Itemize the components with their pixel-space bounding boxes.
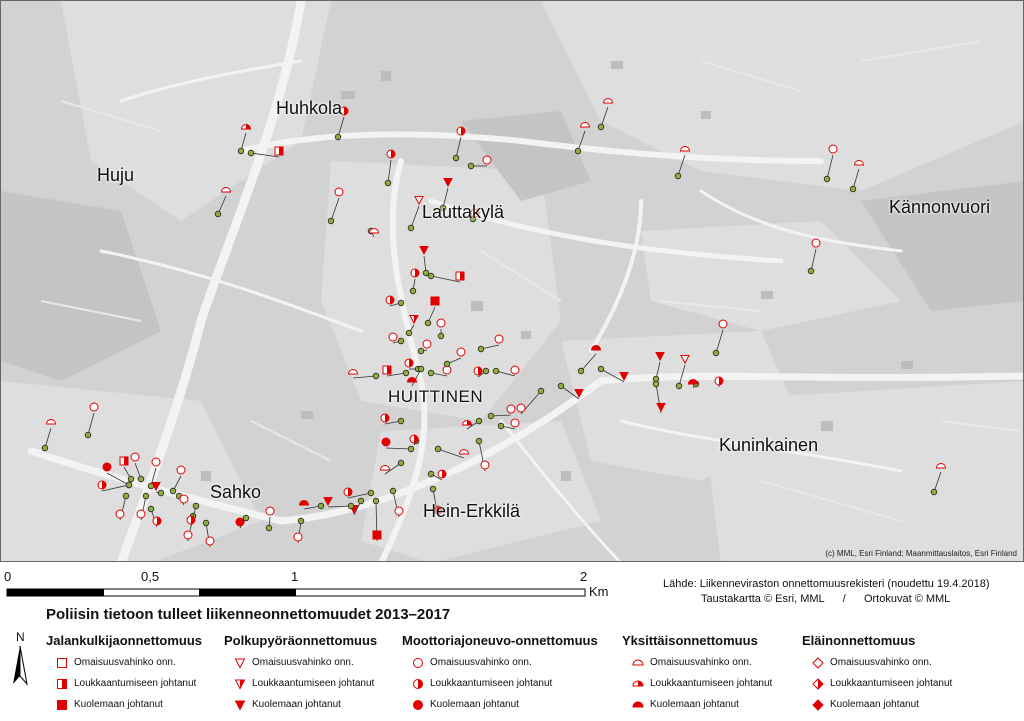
accident-location-point: [148, 506, 154, 512]
accident-location-point: [435, 446, 441, 452]
accident-location-point: [418, 348, 424, 354]
accident-symbol-semicircle-none: [581, 123, 590, 128]
accident-location-point: [328, 218, 334, 224]
legend-item-label: Omaisuusvahinko onn.: [74, 657, 176, 668]
accident-symbol-semicircle-none: [381, 466, 390, 471]
legend-category-circle: [402, 633, 598, 710]
accident-symbol-circle-none: [177, 466, 185, 474]
accident-location-point: [238, 148, 244, 154]
accident-symbol-circle-half: [98, 481, 106, 489]
accident-location-point: [126, 482, 132, 488]
circle-full-icon: [412, 699, 424, 711]
legend-item-label: Omaisuusvahinko onn.: [830, 657, 932, 668]
accident-location-point: [408, 446, 414, 452]
accident-symbol-circle-none: [443, 366, 451, 374]
accident-location-point: [85, 432, 91, 438]
accident-location-point: [373, 498, 379, 504]
accident-location-point: [123, 493, 129, 499]
accident-location-point: [453, 155, 459, 161]
legend-title: Poliisin tietoon tulleet liikenneonnettomuudet 2013–2017: [46, 606, 451, 623]
accident-location-point: [498, 423, 504, 429]
legend-category-diamond: [802, 633, 953, 710]
accident-location-point: [824, 176, 830, 182]
accident-location-point: [298, 518, 304, 524]
triangle-half-icon: [234, 678, 246, 690]
scale-unit: Km: [589, 584, 609, 599]
accident-location-point: [143, 493, 149, 499]
accident-location-point: [408, 225, 414, 231]
accident-symbol-circle-none: [812, 239, 820, 247]
accident-symbol-semicircle-none: [855, 161, 864, 166]
accident-symbol-circle-none: [90, 403, 98, 411]
map-credit: (c) MML, Esri Finland; Maanmittauslaitos, Esri Finland: [825, 549, 1017, 558]
accident-symbol-square-full: [431, 297, 439, 305]
semicircle-full-icon: [632, 699, 644, 711]
accident-location-point: [438, 333, 444, 339]
accident-location-point: [428, 273, 434, 279]
place-label-lauttakyla: Lauttakylä: [422, 202, 505, 222]
legend-item-label: Omaisuusvahinko onn.: [650, 657, 752, 668]
accident-location-point: [390, 488, 396, 494]
accident-symbol-semicircle-none: [681, 147, 690, 152]
accident-symbol-circle-none: [131, 453, 139, 461]
accident-location-point: [428, 370, 434, 376]
scale-bar-graphic: [0, 565, 600, 605]
scale-label-1: 1: [291, 569, 299, 584]
accident-location-point: [713, 350, 719, 356]
accident-symbol-square-half: [456, 272, 464, 280]
accident-symbol-circle-half: [715, 377, 723, 385]
legend-item-label: Kuolemaan johtanut: [74, 699, 163, 710]
accident-symbol-circle-half: [387, 150, 395, 158]
accident-location-point: [428, 471, 434, 477]
accident-symbol-circle-none: [184, 531, 192, 539]
accident-location-point: [675, 173, 681, 179]
accident-location-point: [373, 373, 379, 379]
source-line-1: Lähde: Liikenneviraston onnettomuusrekisteri (noudettu 19.4.2018): [663, 578, 990, 590]
accident-symbol-semicircle-full: [300, 501, 309, 506]
source-note: [663, 577, 990, 607]
accident-location-point: [468, 163, 474, 169]
square-full-icon: [56, 699, 68, 711]
legend-item-label: Kuolemaan johtanut: [650, 699, 739, 710]
accident-symbol-circle-none: [266, 507, 274, 515]
accident-location-point: [478, 346, 484, 352]
accident-location-point: [444, 361, 450, 367]
accident-location-point: [158, 490, 164, 496]
legend-item-label: Kuolemaan johtanut: [830, 699, 919, 710]
accident-location-point: [931, 489, 937, 495]
accident-symbol-semicircle-none: [349, 370, 358, 375]
legend-category-triangle: [224, 633, 378, 710]
legend-item-label: Loukkaantumiseen johtanut: [430, 678, 553, 689]
place-label-huittinen: HUITTINEN: [388, 387, 484, 406]
legend-category-heading: Jalankulkijaonnettomuus: [46, 633, 203, 648]
accident-location-point: [575, 148, 581, 154]
legend-item-label: Loukkaantumiseen johtanut: [650, 678, 773, 689]
scale-label-05: 0,5: [141, 569, 160, 584]
diamond-full-icon: [812, 699, 824, 711]
accident-location-point: [418, 366, 424, 372]
accident-symbol-semicircle-none: [370, 229, 379, 234]
semicircle-half-icon: [632, 678, 644, 690]
accident-location-point: [128, 476, 134, 482]
accident-location-point: [488, 413, 494, 419]
accident-location-point: [398, 418, 404, 424]
diamond-none-icon: [812, 657, 824, 669]
accident-symbol-semicircle-full: [689, 380, 698, 385]
accident-location-point: [403, 370, 409, 376]
accident-location-point: [653, 381, 659, 387]
accident-location-point: [410, 288, 416, 294]
accident-location-point: [266, 525, 272, 531]
accident-symbol-circle-full: [236, 518, 244, 526]
map-background: [1, 1, 1024, 562]
accident-symbol-circle-none: [152, 458, 160, 466]
accident-symbol-circle-half: [344, 488, 352, 496]
legend-item-label: Omaisuusvahinko onn.: [252, 657, 354, 668]
accident-symbol-circle-half: [438, 470, 446, 478]
accident-symbol-circle-full: [382, 438, 390, 446]
triangle-none-icon: [234, 657, 246, 669]
accident-symbol-circle-half: [405, 359, 413, 367]
scale-label-2: 2: [580, 569, 588, 584]
accident-symbol-semicircle-half: [463, 421, 472, 426]
accident-location-point: [170, 488, 176, 494]
place-label-hein-erkkila: Hein-Erkkilä: [423, 501, 521, 521]
accident-symbol-circle-none: [483, 156, 491, 164]
legend-item-label: Loukkaantumiseen johtanut: [252, 678, 375, 689]
place-label-sahko: Sahko: [210, 482, 262, 502]
legend-category-heading: Moottoriajoneuvo-onnettomuus: [402, 633, 598, 648]
legend-item-label: Kuolemaan johtanut: [252, 699, 341, 710]
accident-location-point: [318, 503, 324, 509]
scale-bar: [0, 565, 609, 605]
accident-location-point: [425, 320, 431, 326]
accident-symbol-circle-none: [495, 335, 503, 343]
legend-item-label: Kuolemaan johtanut: [430, 699, 519, 710]
circle-half-icon: [412, 678, 424, 690]
accident-location-point: [138, 476, 144, 482]
legend-item-label: Loukkaantumiseen johtanut: [74, 678, 197, 689]
triangle-full-icon: [234, 699, 246, 711]
legend-item-label: Loukkaantumiseen johtanut: [830, 678, 953, 689]
accident-symbol-circle-none: [511, 419, 519, 427]
legend-category-heading: Yksittäisonnettomuus: [622, 633, 758, 648]
accident-location-point: [398, 300, 404, 306]
accident-symbol-circle-none: [457, 348, 465, 356]
accident-symbol-circle-none: [180, 495, 188, 503]
accident-symbol-circle-none: [294, 533, 302, 541]
accident-location-point: [676, 383, 682, 389]
diamond-half-icon: [812, 678, 824, 690]
accident-location-point: [808, 268, 814, 274]
accident-symbol-circle-half: [410, 435, 418, 443]
accident-location-point: [493, 368, 499, 374]
square-half-icon: [56, 678, 68, 690]
accident-symbol-circle-none: [137, 510, 145, 518]
accident-location-point: [398, 460, 404, 466]
square-none-icon: [56, 657, 68, 669]
accident-location-point: [558, 383, 564, 389]
accident-location-point: [538, 388, 544, 394]
accident-symbol-square-full: [373, 531, 381, 539]
accident-location-point: [348, 503, 354, 509]
accident-location-point: [335, 134, 341, 140]
accident-symbol-circle-half: [411, 269, 419, 277]
accident-location-point: [243, 515, 249, 521]
accident-symbol-circle-none: [437, 319, 445, 327]
accident-location-point: [578, 368, 584, 374]
place-label-kuninkainen: Kuninkainen: [719, 435, 819, 455]
accident-symbol-circle-half: [457, 127, 465, 135]
accident-location-point: [430, 486, 436, 492]
accident-location-point: [598, 366, 604, 372]
accident-symbol-circle-none: [517, 404, 525, 412]
scale-label-0: 0: [4, 569, 12, 584]
accident-symbol-circle-none: [719, 320, 727, 328]
accident-location-point: [203, 520, 209, 526]
accident-symbol-circle-none: [481, 461, 489, 469]
accident-symbol-circle-none: [423, 340, 431, 348]
accident-location-point: [398, 338, 404, 344]
accident-symbol-semicircle-none: [460, 450, 469, 455]
legend-category-heading: Polkupyöräonnettomuus: [224, 633, 378, 648]
accident-symbol-circle-none: [335, 188, 343, 196]
accident-symbol-circle-none: [206, 537, 214, 545]
accident-symbol-circle-full: [103, 463, 111, 471]
accident-symbol-circle-none: [389, 333, 397, 341]
accident-location-point: [476, 418, 482, 424]
accident-symbol-circle-none: [395, 507, 403, 515]
accident-symbol-circle-none: [511, 366, 519, 374]
accident-symbol-circle-none: [116, 510, 124, 518]
accident-symbol-semicircle-half: [242, 125, 251, 130]
accident-symbol-circle-none: [829, 145, 837, 153]
accident-location-point: [423, 270, 429, 276]
legend-category-semicircle: [622, 633, 773, 710]
legend-category-square: [46, 633, 203, 710]
accident-symbol-semicircle-none: [604, 99, 613, 104]
accident-symbol-circle-half: [474, 367, 482, 375]
place-label-huju: Huju: [97, 165, 135, 185]
place-label-huhkola: Huhkola: [276, 98, 343, 118]
accident-symbol-semicircle-full: [408, 378, 417, 383]
accident-location-point: [476, 438, 482, 444]
accident-symbol-semicircle-none: [937, 464, 946, 469]
accident-symbol-circle-none: [507, 405, 515, 413]
accident-symbol-square-half: [120, 457, 128, 465]
accident-location-point: [248, 150, 254, 156]
accident-location-point: [850, 186, 856, 192]
source-line-2: Taustakartta © Esri, MML / Ortokuvat © MML: [701, 593, 951, 605]
north-arrow-icon: [10, 644, 30, 688]
accident-symbol-semicircle-none: [222, 188, 231, 193]
accident-symbol-circle-half: [381, 414, 389, 422]
accident-location-point: [406, 330, 412, 336]
accident-symbol-semicircle-none: [47, 420, 56, 425]
accident-symbol-square-half: [383, 366, 391, 374]
legend-category-heading: Eläinonnettomuus: [802, 633, 916, 648]
accident-symbol-circle-half: [187, 516, 195, 524]
north-label: N: [16, 630, 25, 644]
accident-location-point: [358, 498, 364, 504]
accident-location-point: [193, 503, 199, 509]
circle-none-icon: [412, 657, 424, 669]
accident-location-point: [483, 368, 489, 374]
accident-location-point: [385, 180, 391, 186]
accident-symbol-circle-half: [386, 296, 394, 304]
semicircle-none-icon: [632, 657, 644, 669]
accident-location-point: [368, 490, 374, 496]
accident-symbol-semicircle-full: [592, 346, 601, 351]
legend-item-label: Omaisuusvahinko onn.: [430, 657, 532, 668]
accident-location-point: [42, 445, 48, 451]
accident-symbol-square-half: [275, 147, 283, 155]
accident-symbol-circle-half: [153, 517, 161, 525]
accident-location-point: [215, 211, 221, 217]
accident-location-point: [598, 124, 604, 130]
place-label-kannonvuori: Kännonvuori: [889, 197, 991, 217]
